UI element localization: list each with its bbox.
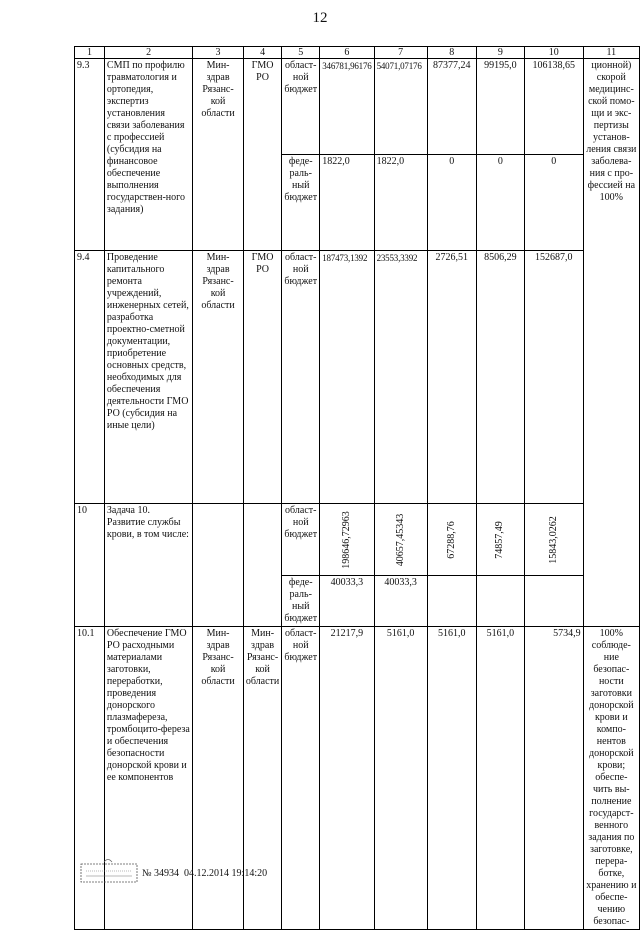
- signature-footer: [80, 856, 480, 886]
- funding-source: феде-раль-ный бюджет: [282, 155, 320, 251]
- amount-value: 67288,76: [445, 520, 457, 559]
- amount-cell: 99195,0: [476, 59, 524, 155]
- col-header: 4: [243, 47, 281, 59]
- e-signature-stamp-icon: [80, 856, 138, 884]
- amount-cell: 187473,1392: [320, 251, 374, 504]
- col-header: 3: [193, 47, 244, 59]
- col-header: 9: [476, 47, 524, 59]
- row-description: Задача 10. Развитие службы крови, в том числе:: [104, 504, 192, 627]
- row-executor: Мин-здрав Рязанс-кой области: [193, 59, 244, 251]
- amount-cell: [476, 504, 524, 576]
- funding-source: феде-раль-ный бюджет: [282, 576, 320, 627]
- row-executor: Мин-здрав Рязанс-кой области: [193, 627, 244, 930]
- funding-source: област-ной бюджет: [282, 627, 320, 930]
- amount-cell: 40033,3: [374, 576, 427, 627]
- amount-cell: 8506,29: [476, 251, 524, 504]
- amount-cell: 106138,65: [524, 59, 583, 155]
- amount-cell: 346781,96176: [320, 59, 374, 155]
- document-number: № 34934: [142, 868, 180, 879]
- amount-cell: 5734,9: [524, 627, 583, 930]
- amount-value: 15843,0262: [547, 515, 559, 564]
- amount-cell: [320, 504, 374, 576]
- row-executor: Мин-здрав Рязанс-кой области: [193, 251, 244, 504]
- amount-value: 74857,49: [494, 520, 506, 559]
- amount-cell: 152687,0: [524, 251, 583, 504]
- row-organization: [243, 504, 281, 627]
- row-number: 10: [75, 504, 105, 627]
- row-organization: Мин-здрав Рязанс-кой области: [243, 627, 281, 930]
- amount-cell: 0: [476, 155, 524, 251]
- amount-value: 40657,45343: [394, 513, 406, 566]
- col-header: 11: [583, 47, 639, 59]
- amount-cell: 87377,24: [427, 59, 476, 155]
- col-header: 5: [282, 47, 320, 59]
- row-organization: ГМО РО: [243, 59, 281, 251]
- result-text: 100% соблюде-ние безопас-ности заготовки донорской крови и компо-нентов донорской крови; обеспе-чить вы-полнение государст-венного задания по заготовке, перера-ботке, хранению и обеспе-чению безопас-: [583, 627, 639, 930]
- row-description: Проведение капитального ремонта учреждений, инженерных сетей, разработка проектно-сметной документации, приобретение основных средств, необходимых для обеспечения деятельности ГМО РО (субсидия на иные цели): [104, 251, 192, 504]
- amount-cell: 1822,0: [320, 155, 374, 251]
- row-description: Обеспечение ГМО РО расходными материалами заготовки, переработки, проведения донорского плазмафереза, тромбоцито-фереза и обеспечения безопасности донорской крови и ее компонентов: [104, 627, 192, 930]
- col-header: 6: [320, 47, 374, 59]
- amount-value: 198646,72963: [340, 510, 352, 569]
- row-number: 9.3: [75, 59, 105, 251]
- amount-cell: [374, 504, 427, 576]
- amount-cell: 54071,07176: [374, 59, 427, 155]
- row-executor: [193, 504, 244, 627]
- funding-source: област-ной бюджет: [282, 504, 320, 576]
- row-number: 10.1: [75, 627, 105, 930]
- amount-cell: 0: [524, 155, 583, 251]
- row-number: 9.4: [75, 251, 105, 504]
- amount-cell: [524, 576, 583, 627]
- amount-cell: [524, 504, 583, 576]
- amount-cell: [476, 576, 524, 627]
- col-header: 1: [75, 47, 105, 59]
- amount-cell: 2726,51: [427, 251, 476, 504]
- program-table: [74, 46, 640, 930]
- amount-cell: [427, 576, 476, 627]
- col-header: 10: [524, 47, 583, 59]
- col-header: 2: [104, 47, 192, 59]
- col-header: 7: [374, 47, 427, 59]
- page-number: 12: [312, 10, 328, 26]
- amount-cell: 21217,9: [320, 627, 374, 930]
- document-datetime: 04.12.2014 19:14:20: [184, 868, 268, 879]
- funding-source: област-ной бюджет: [282, 59, 320, 155]
- amount-cell: 5161,0: [427, 627, 476, 930]
- amount-cell: 1822,0: [374, 155, 427, 251]
- row-description: СМП по профилю травматология и ортопедия, экспертиз установления связи заболевания с профессией (субсидия на финансовое обеспечение выполнения государствен-ного задания): [104, 59, 192, 251]
- amount-cell: 40033,3: [320, 576, 374, 627]
- table-row: [75, 504, 640, 576]
- amount-cell: 0: [427, 155, 476, 251]
- footer-doc-info: [142, 868, 267, 879]
- funding-source: област-ной бюджет: [282, 251, 320, 504]
- table-row: [75, 251, 640, 504]
- col-header: 8: [427, 47, 476, 59]
- amount-cell: [427, 504, 476, 576]
- header-row: [75, 47, 640, 59]
- amount-cell: 23553,3392: [374, 251, 427, 504]
- table-row: [75, 59, 640, 155]
- row-organization: ГМО РО: [243, 251, 281, 504]
- amount-cell: 5161,0: [476, 627, 524, 930]
- amount-cell: 5161,0: [374, 627, 427, 930]
- result-text: ционной) скорой медицинс-ской помо-щи и экс-пертизы установ-ления связи заболева-ния с про-фессией на 100%: [583, 59, 639, 627]
